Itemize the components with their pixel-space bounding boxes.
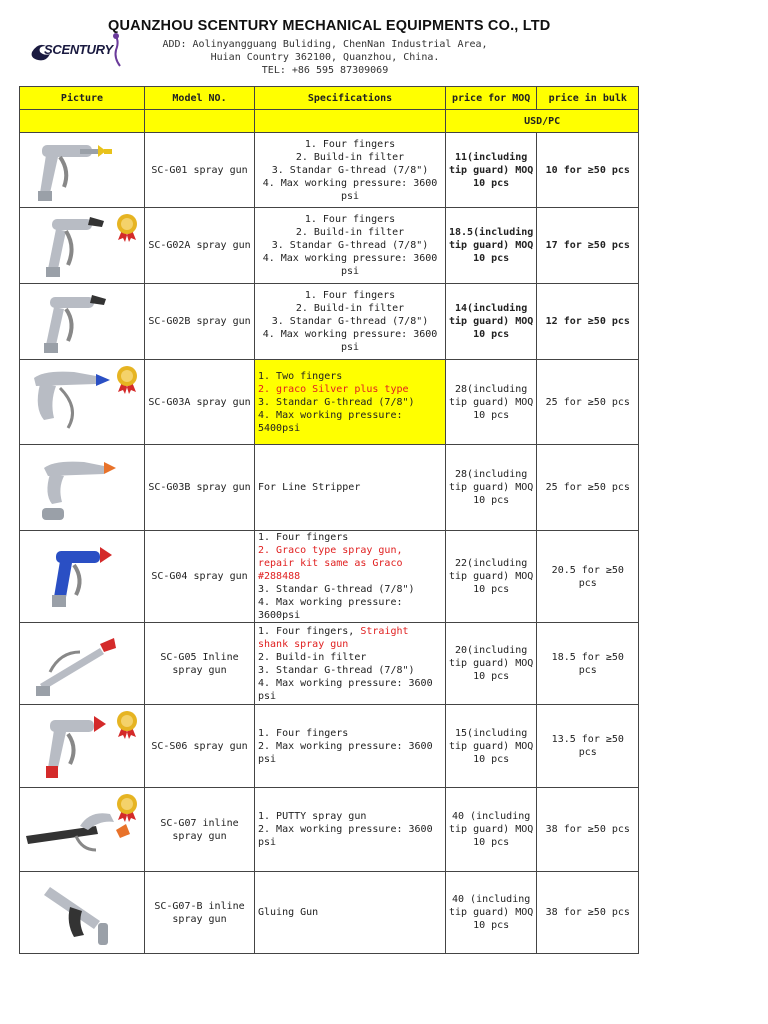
price-moq: 40 (including tip guard) MOQ 10 pcs	[446, 788, 537, 872]
price-bulk: 25 for ≥50 pcs	[537, 445, 639, 531]
price-moq: 22(including tip guard) MOQ 10 pcs	[446, 531, 537, 623]
price-moq: 20(including tip guard) MOQ 10 pcs	[446, 623, 537, 705]
model-number: SC-G05 Inline spray gun	[145, 623, 255, 705]
column-header-picture: Picture	[20, 87, 145, 110]
table-row	[20, 872, 639, 954]
specifications: 1. Four fingers 2. Build-in filter 3. Standar G-thread (7/8") 4. Max working pressure: 3600 psi	[255, 133, 446, 208]
product-picture	[20, 445, 145, 531]
table-row	[20, 705, 639, 788]
model-number: SC-G01 spray gun	[145, 133, 255, 208]
spray-gun-icon	[20, 285, 144, 359]
product-picture	[20, 284, 145, 360]
price-bulk: 38 for ≥50 pcs	[537, 788, 639, 872]
price-moq: 15(including tip guard) MOQ 10 pcs	[446, 705, 537, 788]
model-number: SC-S06 spray gun	[145, 705, 255, 788]
price-moq: 14(including tip guard) MOQ 10 pcs	[446, 284, 537, 360]
product-picture	[20, 360, 145, 445]
model-number: SC-G07 inline spray gun	[145, 788, 255, 872]
address-line-1: ADD: Aolinyangguang Buliding, ChenNan Industrial Area,	[162, 39, 488, 50]
specifications: 1. Four fingers 2. Build-in filter 3. Standar G-thread (7/8") 4. Max working pressure: 3600 psi	[255, 208, 446, 284]
table-row	[20, 788, 639, 872]
specifications: 1. Two fingers 2. graco Silver plus type 3. Standar G-thread (7/8") 4. Max working pressure: 5400psi	[255, 360, 446, 445]
table-header-row	[20, 87, 639, 110]
spray-gun-icon	[20, 446, 144, 530]
price-moq: 28(including tip guard) MOQ 10 pcs	[446, 360, 537, 445]
price-moq: 11(including tip guard) MOQ 10 pcs	[446, 133, 537, 208]
medal-icon	[114, 709, 140, 739]
product-picture	[20, 133, 145, 208]
product-picture	[20, 872, 145, 954]
product-picture	[20, 208, 145, 284]
price-bulk: 13.5 for ≥50 pcs	[537, 705, 639, 788]
company-address	[150, 38, 500, 77]
column-header-price-bulk: price in bulk	[537, 87, 639, 110]
model-number: SC-G04 spray gun	[145, 531, 255, 623]
table-row	[20, 445, 639, 531]
company-logo	[28, 30, 128, 72]
model-number: SC-G07-B inline spray gun	[145, 872, 255, 954]
specifications: Gluing Gun	[255, 872, 446, 954]
product-picture	[20, 623, 145, 705]
column-header-specifications: Specifications	[255, 87, 446, 110]
table-row	[20, 360, 639, 445]
price-bulk: 25 for ≥50 pcs	[537, 360, 639, 445]
column-header-model: Model NO.	[145, 87, 255, 110]
model-number: SC-G02A spray gun	[145, 208, 255, 284]
company-name: QUANZHOU SCENTURY MECHANICAL EQUIPMENTS CO., LTD	[108, 18, 551, 34]
currency-row	[20, 110, 639, 133]
model-number: SC-G03A spray gun	[145, 360, 255, 445]
medal-icon	[114, 212, 140, 242]
currency-label: USD/PC	[446, 110, 639, 133]
product-picture	[20, 531, 145, 623]
price-moq: 28(including tip guard) MOQ 10 pcs	[446, 445, 537, 531]
price-bulk: 18.5 for ≥50 pcs	[537, 623, 639, 705]
specifications: 1. Four fingers 2. Build-in filter 3. Standar G-thread (7/8") 4. Max working pressure: 3600 psi	[255, 284, 446, 360]
address-line-2: Huian Country 362100, Quanzhou, China.	[210, 52, 440, 63]
price-moq: 18.5(including tip guard) MOQ 10 pcs	[446, 208, 537, 284]
specifications: 1. PUTTY spray gun 2. Max working pressure: 3600 psi	[255, 788, 446, 872]
table-row	[20, 531, 639, 623]
table-row	[20, 133, 639, 208]
telephone: TEL: +86 595 87309069	[261, 65, 389, 76]
medal-icon	[114, 792, 140, 822]
table-row	[20, 623, 639, 705]
price-bulk: 10 for ≥50 pcs	[537, 133, 639, 208]
model-number: SC-G02B spray gun	[145, 284, 255, 360]
specifications: 1. Four fingers 2. Max working pressure: 3600 psi	[255, 705, 446, 788]
table-row	[20, 208, 639, 284]
price-bulk: 12 for ≥50 pcs	[537, 284, 639, 360]
price-bulk: 20.5 for ≥50 pcs	[537, 531, 639, 623]
spray-gun-icon	[20, 624, 144, 704]
specifications: For Line Stripper	[255, 445, 446, 531]
product-picture	[20, 788, 145, 872]
table-row	[20, 284, 639, 360]
model-number: SC-G03B spray gun	[145, 445, 255, 531]
logo-text: SCENTURY	[44, 42, 113, 57]
spray-gun-icon	[20, 537, 144, 617]
column-header-price-moq: price for MOQ	[446, 87, 537, 110]
product-picture	[20, 705, 145, 788]
specifications: 1. Four fingers, Straight shank spray gun 2. Build-in filter 3. Standar G-thread (7/8") 4. Max working pressure: 3600 psi	[255, 623, 446, 705]
spray-gun-icon	[20, 133, 144, 207]
price-bulk: 17 for ≥50 pcs	[537, 208, 639, 284]
medal-icon	[114, 364, 140, 394]
spray-gun-icon	[20, 873, 144, 953]
price-table	[19, 86, 639, 954]
price-bulk: 38 for ≥50 pcs	[537, 872, 639, 954]
price-moq: 40 (including tip guard) MOQ 10 pcs	[446, 872, 537, 954]
specifications: 1. Four fingers 2. Graco type spray gun, repair kit same as Graco #288488 3. Standar G-thread (7/8") 4. Max working pressure: 3600psi	[255, 531, 446, 623]
